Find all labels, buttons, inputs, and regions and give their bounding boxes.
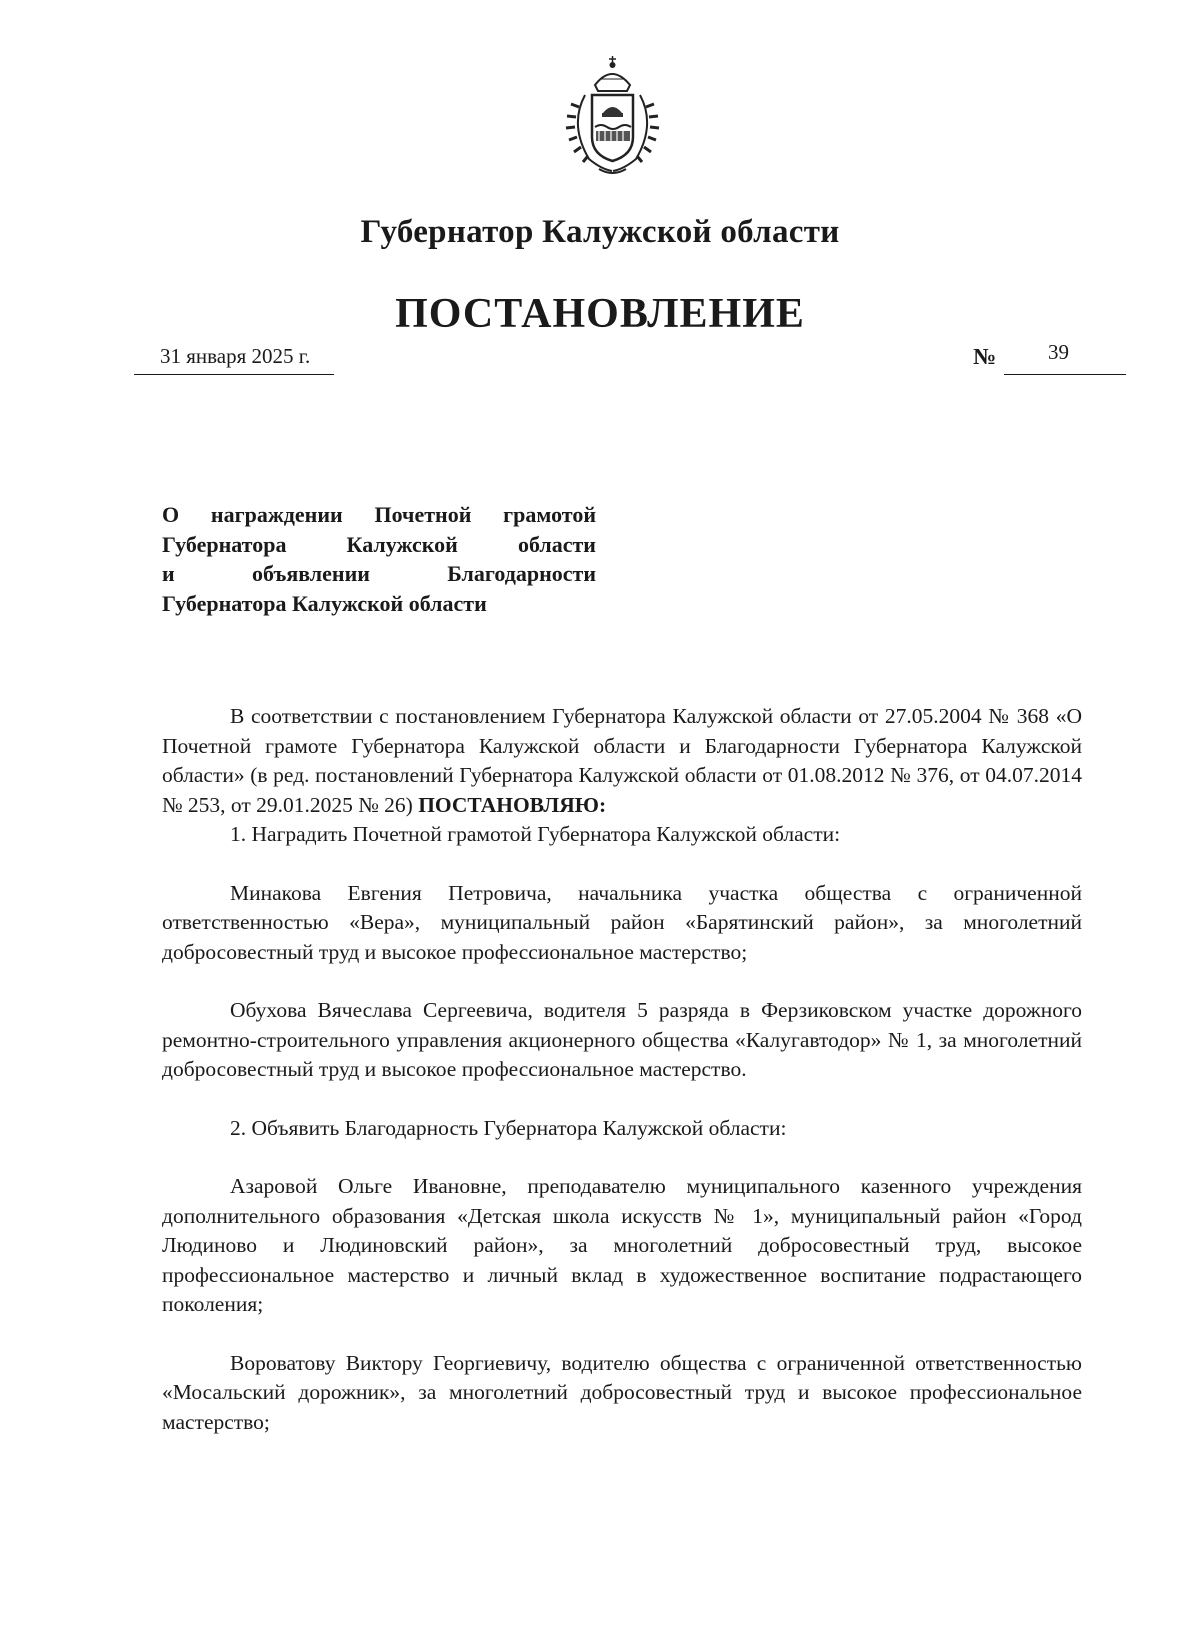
coat-of-arms-emblem — [555, 55, 670, 177]
award-item: Обухова Вячеслава Сергеевича, водителя 5 разряда в Ферзиковском участке дорожного ремонтно-строительного управления акционерного общества «Калугавтодор» № 1, за многолетний добросовестный труд и высокое профессиональное мастерство. — [162, 998, 1082, 1081]
document-body — [162, 702, 1082, 1466]
document-date: 31 января 2025 г. — [160, 344, 311, 368]
issuing-authority: Губернатор Калужской области — [360, 214, 840, 250]
subject-line: и объявлении Благодарности — [162, 561, 596, 586]
gratitude-item: Вороватову Виктору Георгиевичу, водителю общества с ограниченной ответственностью «Мосальский дорожник», за многолетний добросовестный труд и высокое профессиональное мастерство; — [162, 1350, 1082, 1434]
document-subject — [162, 500, 596, 618]
number-label: № — [973, 344, 997, 369]
subject-line: О награждении Почетной грамотой — [162, 502, 596, 527]
document-type-heading: ПОСТАНОВЛЕНИЕ — [395, 291, 805, 337]
subject-line: Губернатора Калужской области — [162, 590, 487, 616]
section-1-heading: 1. Наградить Почетной грамотой Губернатора Калужской области: — [230, 822, 841, 846]
subject-line: Губернатора Калужской области — [162, 531, 596, 557]
decree-word: ПОСТАНОВЛЯЮ: — [418, 792, 607, 817]
section-2-heading: 2. Объявить Благодарность Губернатора Калужской области: — [230, 1115, 787, 1140]
preamble-paragraph — [162, 702, 1082, 820]
document-number: 39 — [1048, 340, 1069, 364]
award-item: Минакова Евгения Петровича, начальника участка общества с ограниченной ответственностью «Вера», муниципальный район «Барятинский район», за многолетний добросовестный труд и высокое профессиональное мастерство; — [162, 880, 1082, 964]
preamble-text: В соответствии с постановлением Губернатора Калужской области от 27.05.2004 № 368 «О Почетной грамоте Губернатора Калужской области и Благодарности Губернатора Калужской области» (в ред. постановлений Губернатора Калужской области от 01.08.2012 № 376, от 04.07.2014 № 253, от 29.01.2025 № 26) — [162, 704, 1082, 817]
gratitude-item: Азаровой Ольге Ивановне, преподавателю муниципального казенного учреждения дополнительного образования «Детская школа искусств № 1», муниципальный район «Город Людиново и Людиновский район», за многолетний добросовестный труд, высокое профессиональное мастерство и личный вклад в художественное воспитание подрастающего поколения; — [162, 1174, 1082, 1316]
